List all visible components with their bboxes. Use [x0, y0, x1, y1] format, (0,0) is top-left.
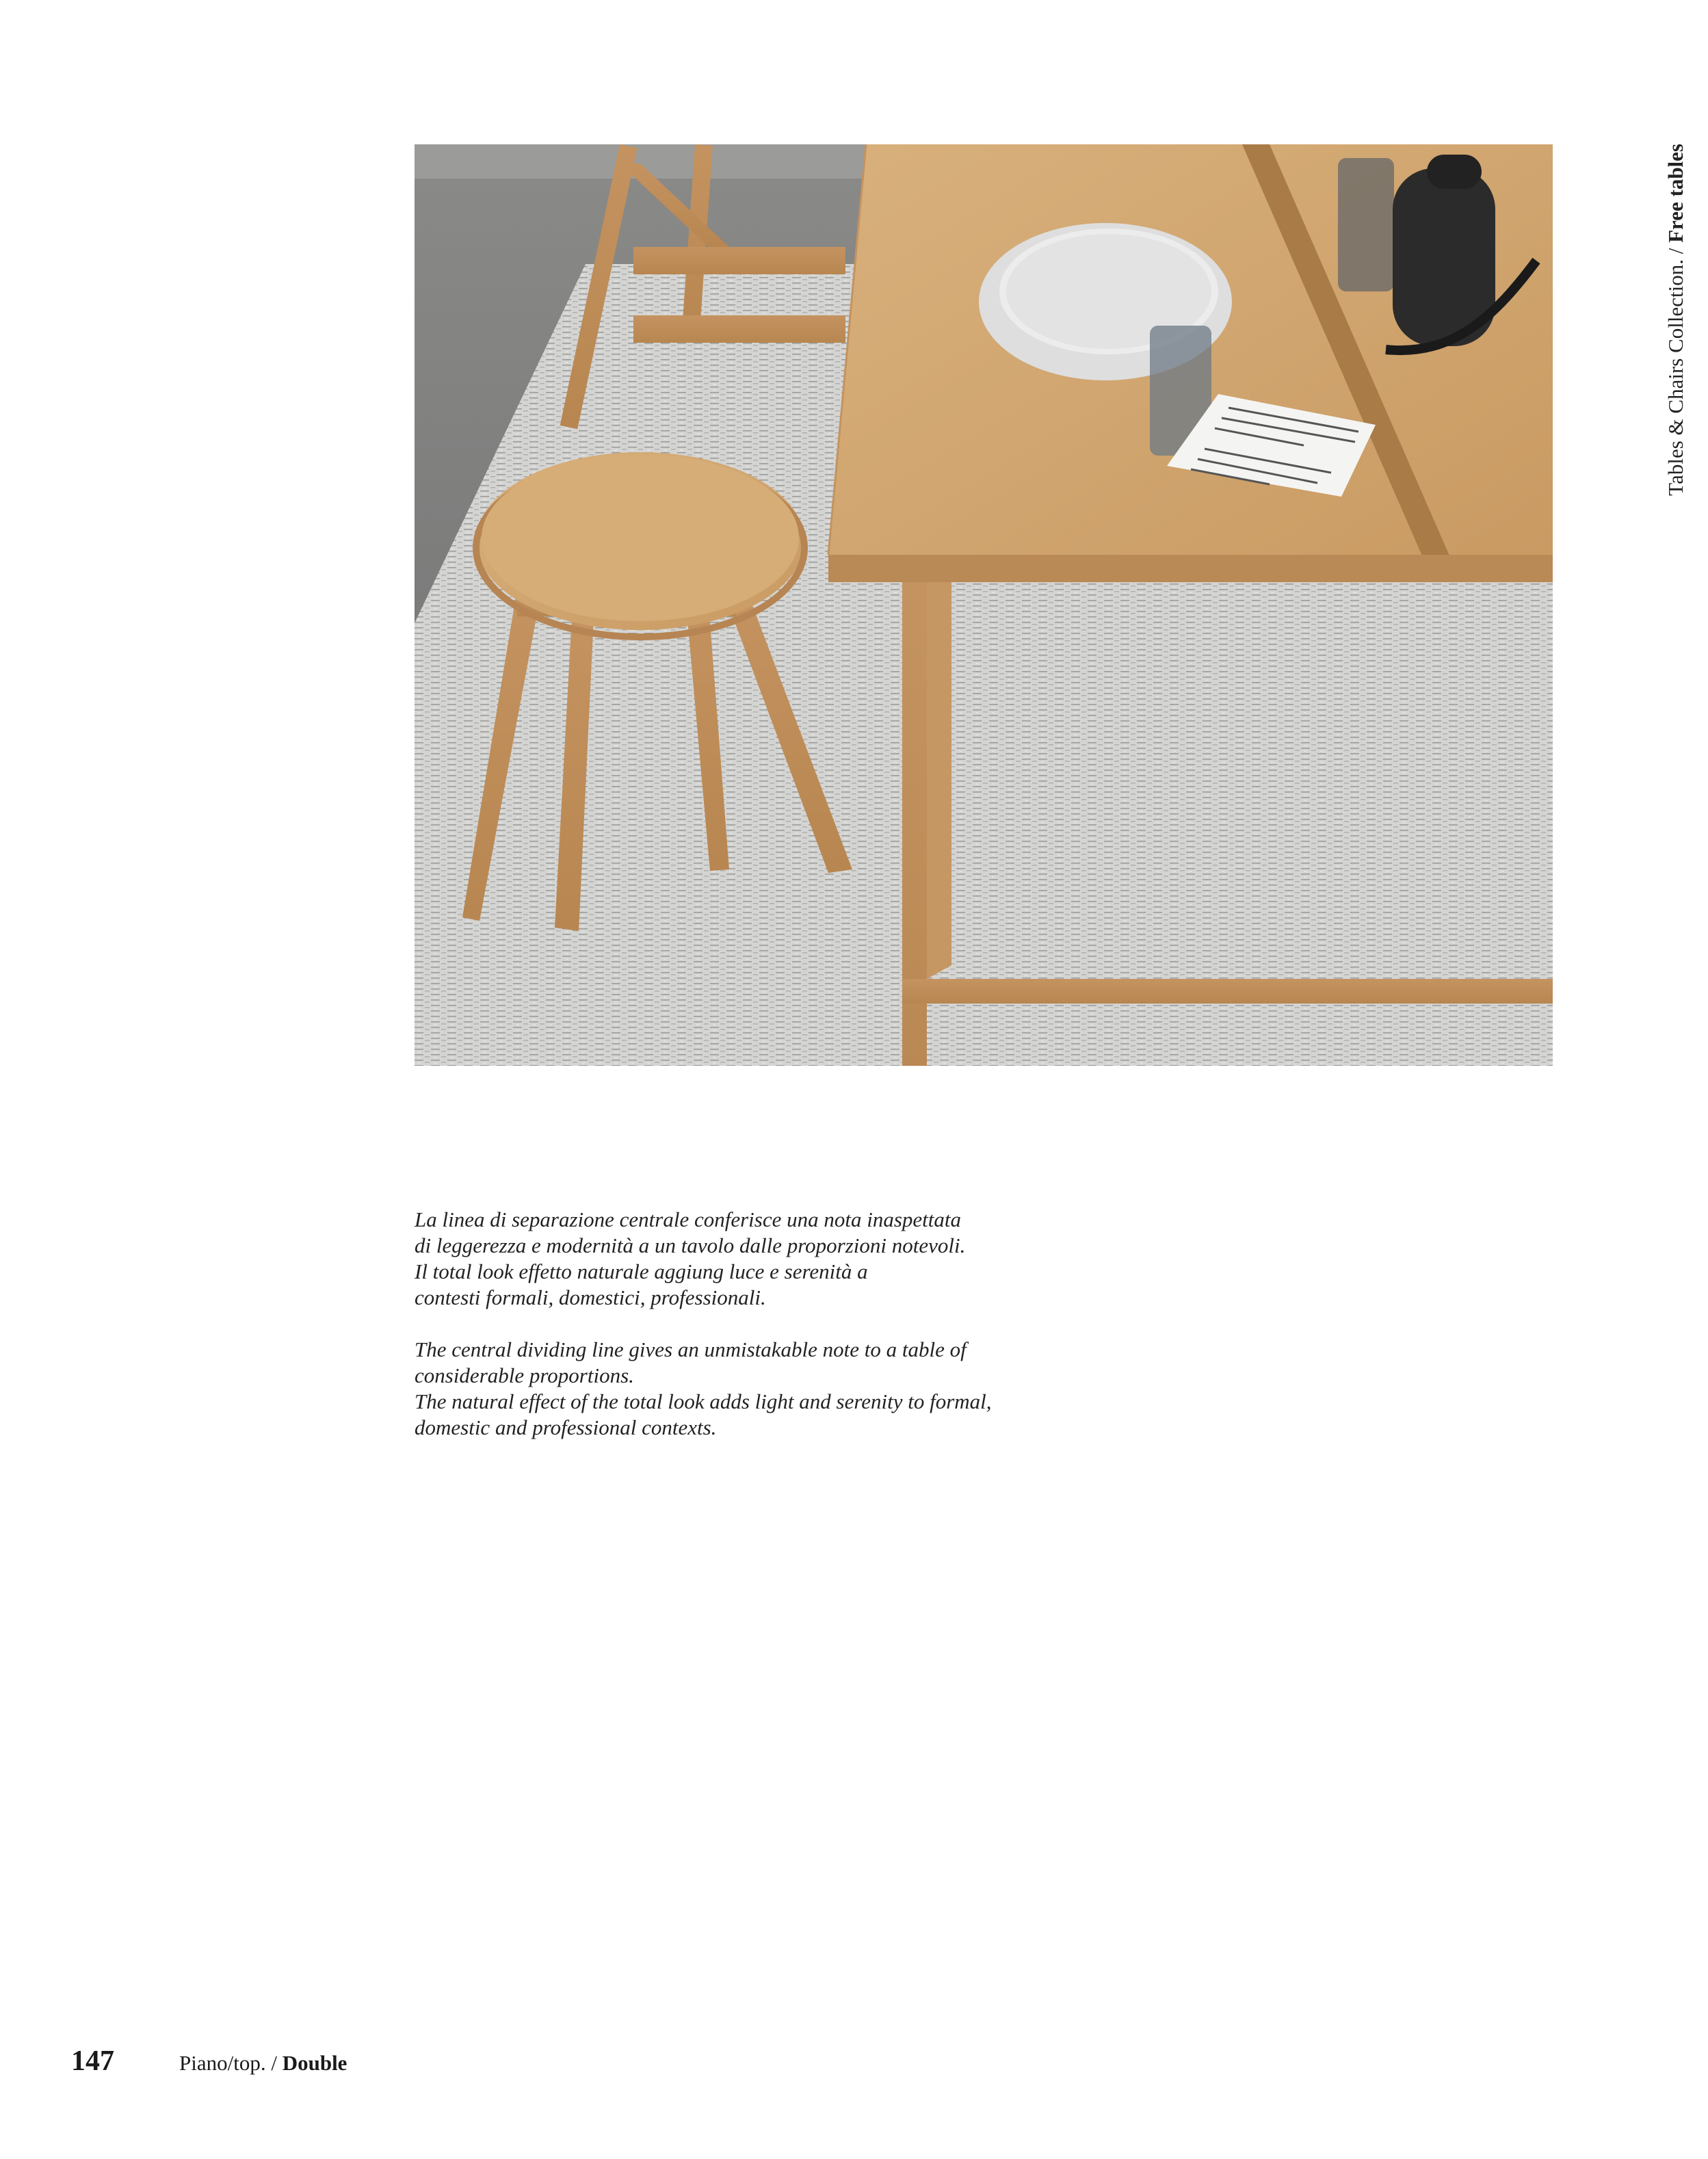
product-photo	[415, 144, 1553, 1066]
category-name: Free tables	[1664, 144, 1687, 243]
caption-english	[415, 1337, 1099, 1441]
caption-line: The natural effect of the total look adds light and serenity to formal,	[415, 1389, 992, 1413]
caption-line: di leggerezza e modernità a un tavolo dalle proporzioni notevoli.	[415, 1233, 966, 1257]
caption-line: considerable proportions.	[415, 1363, 634, 1387]
footer-title	[179, 2048, 347, 2078]
caption-line: The central dividing line gives an unmistakable note to a table of	[415, 1337, 967, 1361]
caption-line: Il total look effetto naturale aggiung luce e serenità a	[415, 1259, 868, 1283]
caption-italian	[415, 1207, 1099, 1311]
caption-line: La linea di separazione centrale conferisce una nota inaspettata	[415, 1207, 962, 1231]
model-name: Double	[282, 2051, 347, 2075]
collection-name: Tables & Chairs Collection. /	[1664, 242, 1687, 496]
caption-line: contesti formali, domestici, professionali.	[415, 1285, 766, 1309]
footer-label: Piano/top. /	[179, 2051, 283, 2075]
page-number: 147	[71, 2045, 114, 2077]
section-title	[1652, 144, 1700, 540]
caption-line: domestic and professional contexts.	[415, 1415, 717, 1439]
